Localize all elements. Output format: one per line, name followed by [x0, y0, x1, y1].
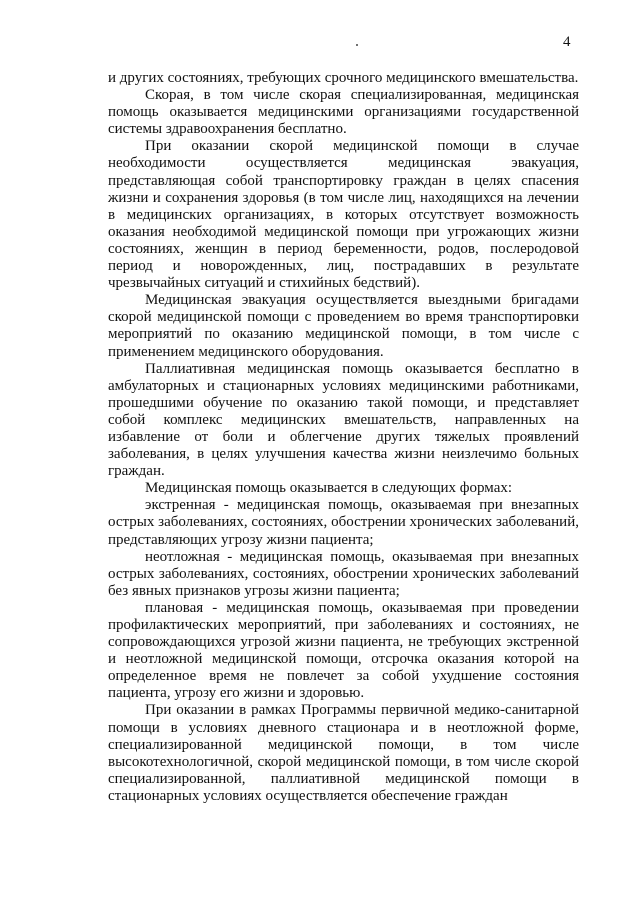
- page-number: 4: [563, 34, 571, 50]
- paragraph-palliative-care: Паллиативная медицинская помощь оказывается бесплатно в амбулаторных и стационарных условиях медицинскими работниками, прошедшими обучение по оказанию такой помощи, и представляет собой комплекс медицинских вмешательств, направленных на избавление от боли и облегчение других тяжелых проявлений заболевания, в целях улучшения качества жизни неизлечимо больных граждан.: [108, 360, 579, 480]
- paragraph-evacuation-teams: Медицинская эвакуация осуществляется выездными бригадами скорой медицинской помощи с проведением во время транспортировки мероприятий по оказанию медицинской помощи, в том числе с применением медицинского оборудования.: [108, 292, 579, 360]
- paragraph-emergency-form: экстренная - медицинская помощь, оказываемая при внезапных острых заболеваниях, состояниях, обострении хронических заболеваний, представляющих угрозу жизни пациента;: [108, 497, 579, 548]
- paragraph-continuation: и других состояниях, требующих срочного медицинского вмешательства.: [108, 70, 579, 86]
- paragraph-program-provision: При оказании в рамках Программы первичной медико-санитарной помощи в условиях дневного стационара и в неотложной форме, специализированной медицинской помощи, в том числе высокотехнологичной, скорой медицинской помощи, в том числе скорой специализированной, паллиативной медицинской помощи в стационарных условиях осуществляется обеспечение граждан: [108, 702, 579, 804]
- scan-dot: [356, 44, 358, 46]
- paragraph-urgent-form: неотложная - медицинская помощь, оказываемая при внезапных острых заболеваниях, состояниях, обострении хронических заболеваний без явных признаков угрозы жизни пациента;: [108, 548, 579, 599]
- document-body: [108, 70, 579, 805]
- paragraph-care-forms: Медицинская помощь оказывается в следующих формах:: [145, 480, 513, 497]
- paragraph-medical-evacuation: При оказании скорой медицинской помощи в случае необходимости осуществляется медицинская эвакуация, представляющая собой транспортировку граждан в целях спасения жизни и сохранения здоровья (в том числе лиц, находящихся на лечении в медицинских организациях, в которых отсутствует возможность оказания необходимой медицинской помощи при угрожающих жизни состояниях, женщин в период беременности, родов, послеродовой период и новорожденных, лиц, пострадавших в результате чрезвычайных ситуаций и стихийных бедствий).: [108, 138, 579, 292]
- paragraph-ambulance-free: Скорая, в том числе скорая специализированная, медицинская помощь оказывается медицинскими организациями государственной системы здравоохранения бесплатно.: [108, 87, 579, 138]
- paragraph-planned-form: плановая - медицинская помощь, оказываемая при проведении профилактических мероприятий, при заболеваниях и состояниях, не сопровождающихся угрозой жизни пациента, не требующих экстренной и неотложной медицинской помощи, отсрочка оказания которой на определенное время не повлечет за собой ухудшение состояния пациента, угрозу его жизни и здоровью.: [108, 599, 579, 702]
